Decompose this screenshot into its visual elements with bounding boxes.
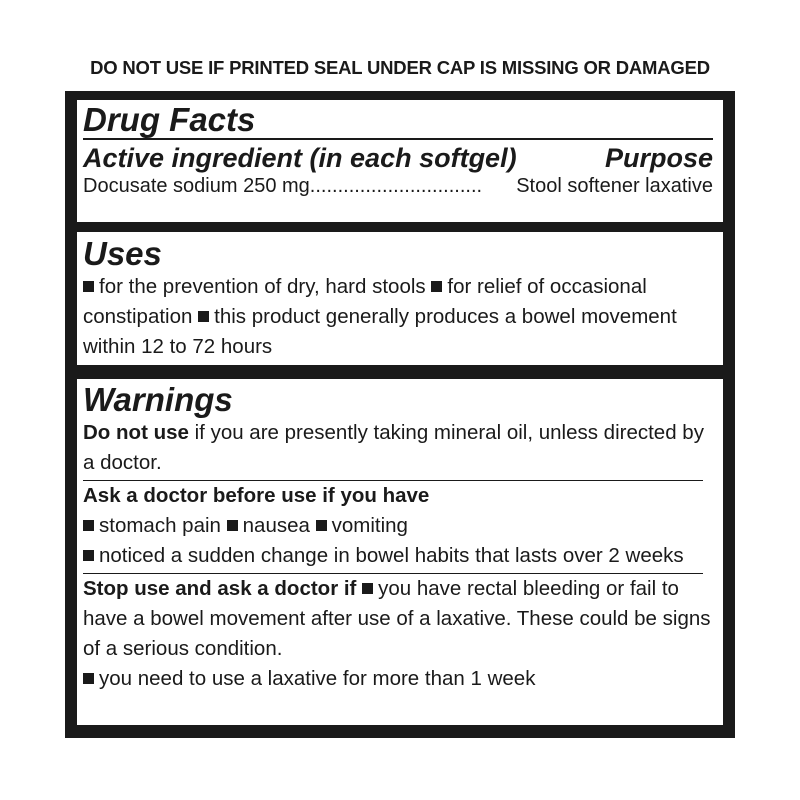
ask-doctor-bowel-line (83, 541, 713, 571)
use-item: for the prevention of dry, hard stools (99, 275, 426, 298)
ask-doctor-block (83, 481, 713, 571)
ask-doctor-symptoms-line (83, 511, 713, 541)
active-ingredient-header (83, 142, 713, 174)
stop-use-block (83, 574, 713, 694)
square-bullet-icon (83, 520, 94, 531)
do-not-use-label: Do not use (83, 421, 189, 444)
top-warning-text: DO NOT USE IF PRINTED SEAL UNDER CAP IS MISSING OR DAMAGED (90, 57, 710, 78)
ingredient-name: Docusate sodium 250 mg (83, 175, 310, 197)
ingredient-purpose: Stool softener laxative (516, 175, 713, 197)
uses-section (77, 232, 723, 365)
use-item: this product generally produces a bowel movement within 12 to 72 hours (83, 305, 677, 358)
square-bullet-icon (83, 550, 94, 561)
divider (83, 138, 713, 140)
ask-doctor-heading: Ask a doctor before use if you have (83, 484, 430, 507)
ingredient-row (83, 174, 713, 198)
active-ingredient-section (77, 100, 723, 222)
ask-item: vomiting (331, 514, 408, 537)
ask-item: noticed a sudden change in bowel habits that lasts over 2 weeks (99, 544, 684, 567)
warnings-section (77, 379, 723, 725)
stop-use-second-line (83, 664, 713, 694)
stop-item: you need to use a laxative for more than 1 week (99, 667, 536, 690)
square-bullet-icon (362, 583, 373, 594)
square-bullet-icon (198, 311, 209, 322)
purpose-heading: Purpose (604, 143, 713, 173)
do-not-use-paragraph (83, 418, 713, 478)
warnings-title: Warnings (83, 381, 233, 418)
square-bullet-icon (83, 673, 94, 684)
drug-facts-title: Drug Facts (83, 101, 256, 138)
stop-item: you have rectal bleeding or fail to have a bowel movement after use of a laxative. These could be signs of a serious condition. (83, 577, 711, 660)
do-not-use-text: if you are presently taking mineral oil, unless directed by a doctor. (83, 421, 704, 474)
ask-item: stomach pain (99, 514, 221, 537)
uses-list (83, 272, 713, 362)
uses-title: Uses (83, 235, 162, 272)
square-bullet-icon (316, 520, 327, 531)
ask-item: nausea (242, 514, 310, 537)
drug-facts-panel (65, 91, 735, 738)
use-item: for relief of occasional constipation (83, 275, 647, 328)
square-bullet-icon (83, 281, 94, 292)
stop-use-label: Stop use and ask a doctor if (83, 577, 357, 600)
square-bullet-icon (227, 520, 238, 531)
square-bullet-icon (431, 281, 442, 292)
active-ingredient-heading: Active ingredient (in each softgel) (83, 143, 517, 173)
leader-dots: ............................... (309, 175, 483, 197)
